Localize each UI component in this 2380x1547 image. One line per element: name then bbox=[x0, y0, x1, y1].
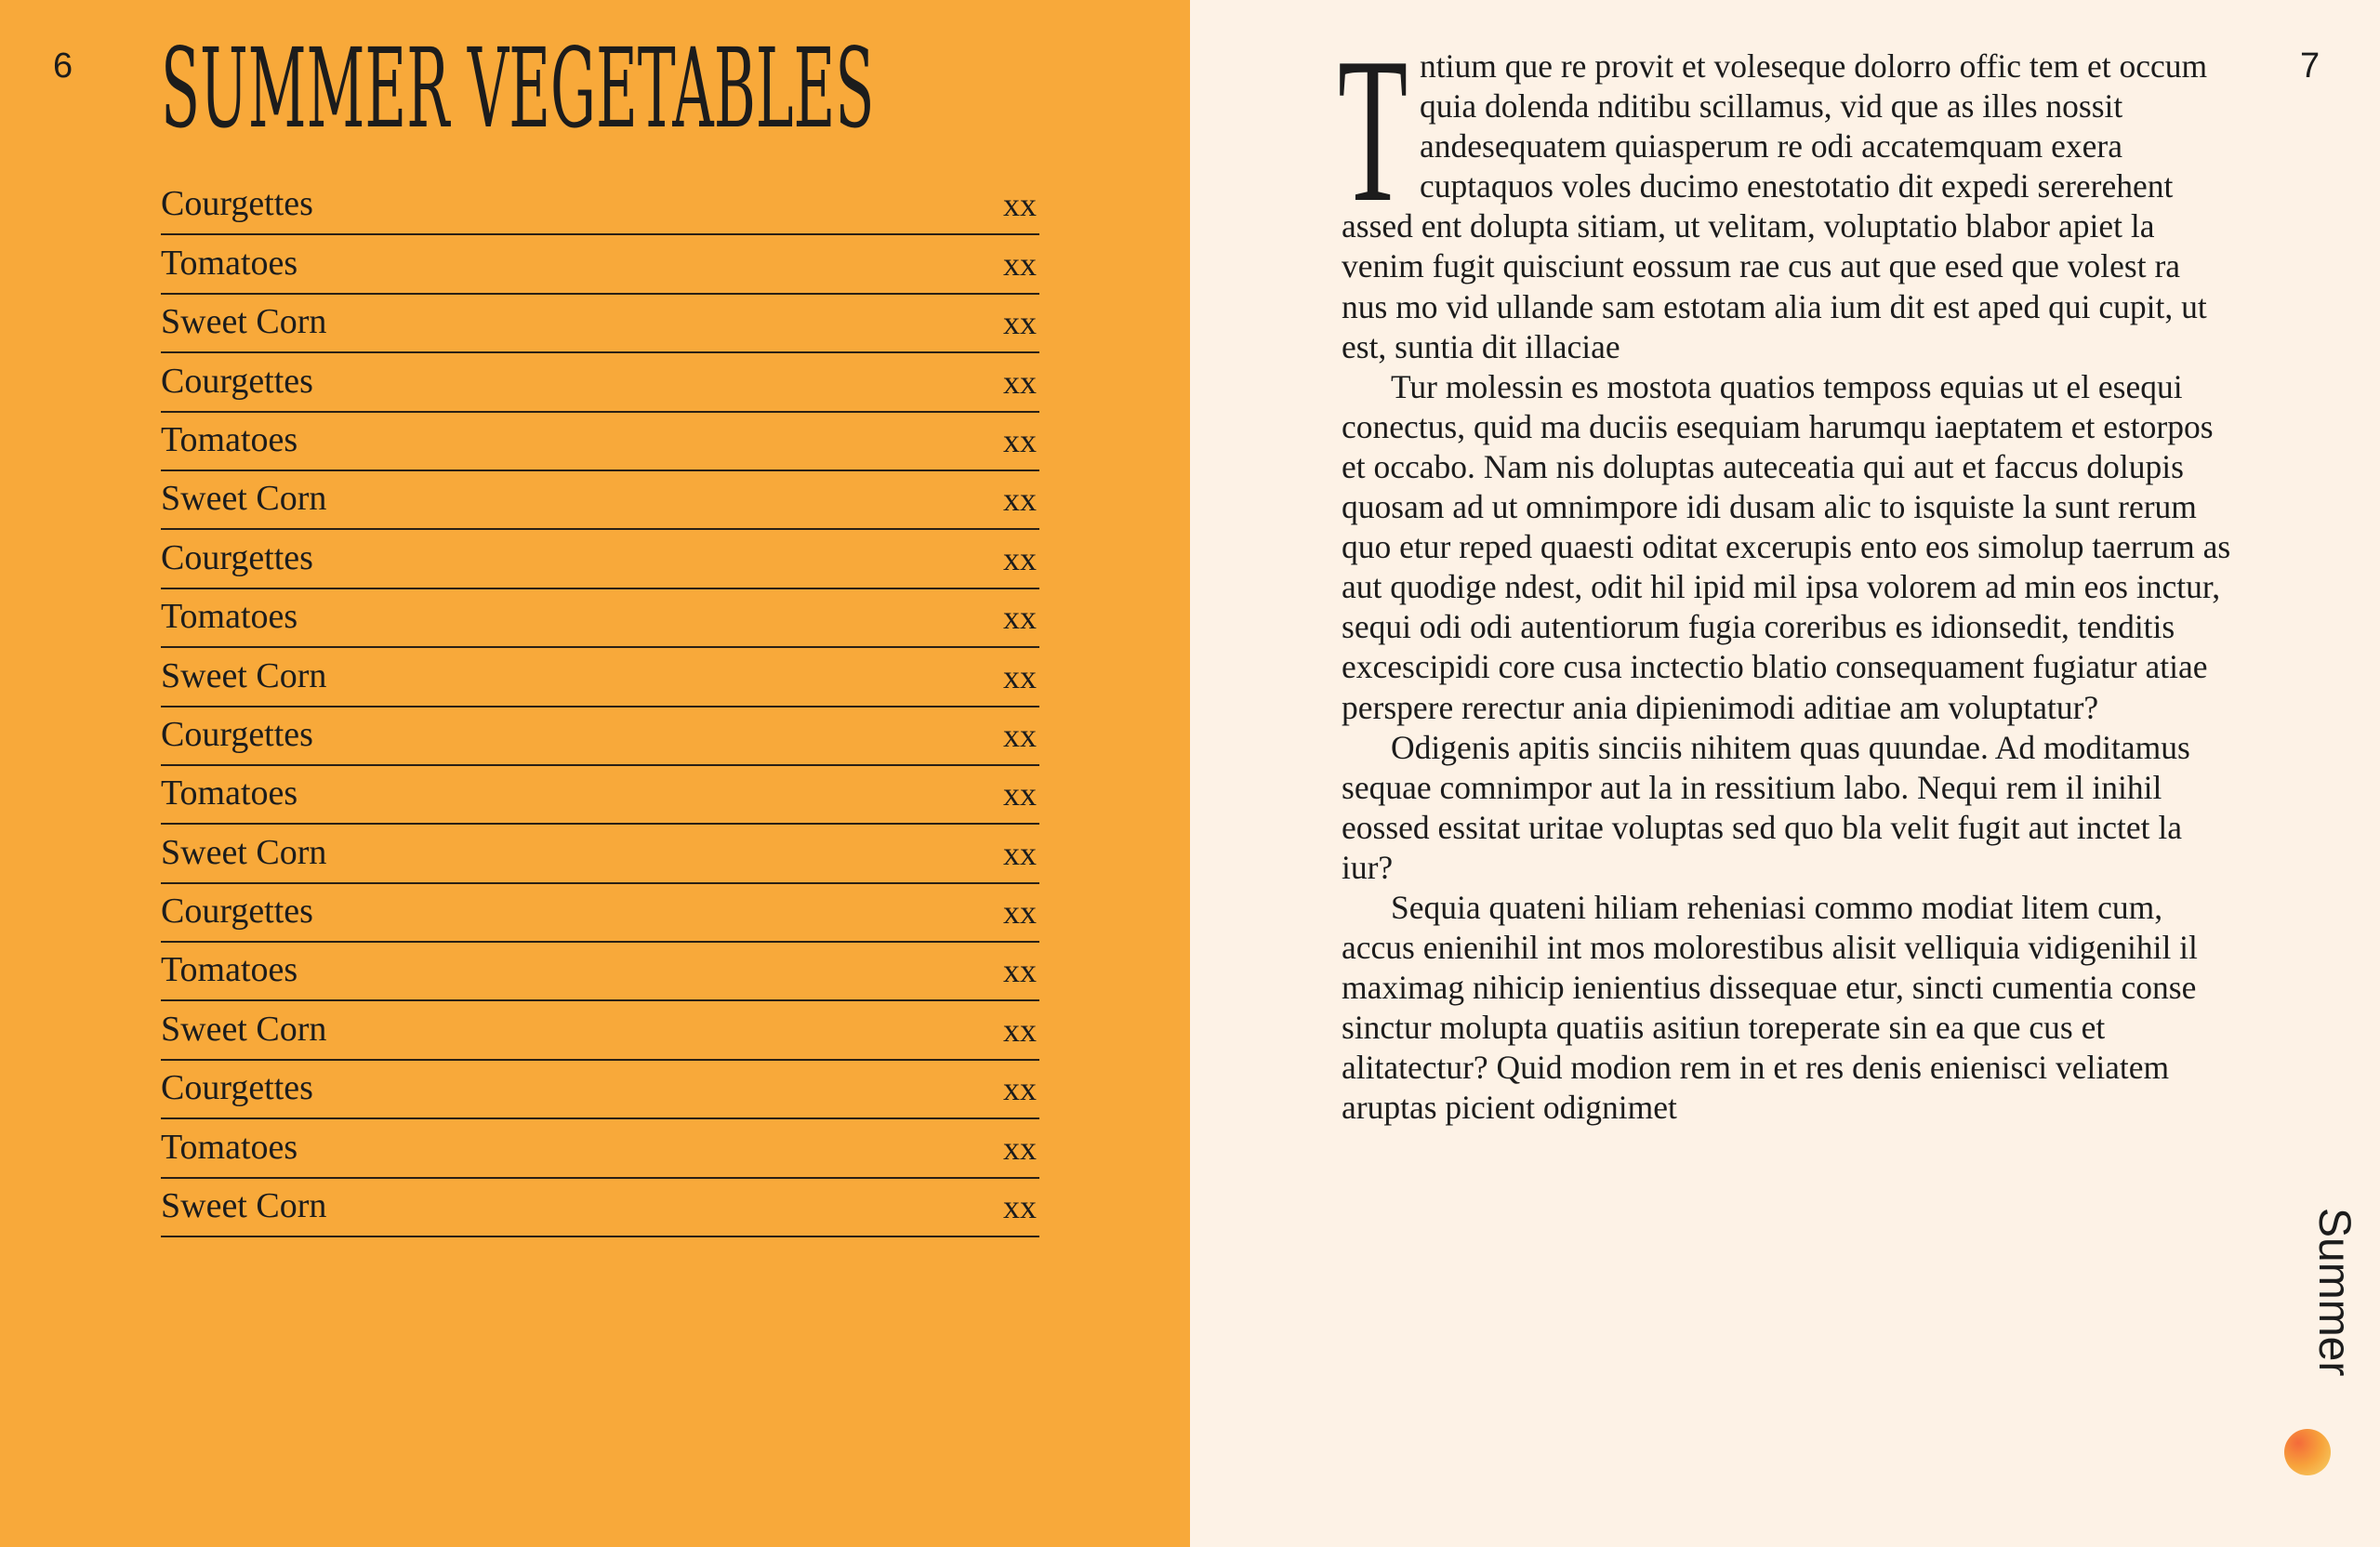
list-item bbox=[161, 766, 1039, 825]
vegetable-price: xx bbox=[1003, 952, 1037, 990]
list-item bbox=[161, 589, 1039, 648]
list-item bbox=[161, 413, 1039, 471]
paragraph-2: Tur molessin es mostota quatios temposs equias ut el esequi conectus, quid ma duciis esequiam harumqu iaeptatem et estorpos et occabo. Nam nis doluptas auteceatia qui aut et faccus dolupis quosam ad ut omnimpore idi dusam alic to isquiste la sunt rerum quo etur reped quaesti oditat excerupis ento eos simolup taerrum as aut quodige ndest, odit hil ipid mil ipsa volorem ad min eos inctur, sequi odi odi autentiorum fugia coreribus es idionsedit, tenditis excescipidi core cusa inctectio blatio consequament fugiatur atiae perspere rerectur ania dipienimodi aditiae am voluptatur? bbox=[1342, 367, 2231, 726]
list-item bbox=[161, 353, 1039, 412]
paragraph-1-text: ntium que re provit et voleseque dolorro offic tem et occum quia dolenda nditibu scillamus, vid que as illes nossit andesequatem quiasperum re odi accatemquam exera cuptaquos voles ducimo enestotatio dit expedi sererehent assed ent dolupta sitiam, ut velitam, voluptatio blabor apiet la venim fugit quisciunt eossum rae cus aut que esed que volest ra nus mo vid ullande sam estotam alia ium dit est aped qui cupit, ut est, suntia dit illaciae bbox=[1342, 47, 2208, 365]
page-title: SUMMER VEGETABLES bbox=[161, 24, 875, 152]
vegetable-price: xx bbox=[1003, 304, 1037, 342]
paragraph-3: Odigenis apitis sinciis nihitem quas quundae. Ad moditamus sequae comnimpor aut la in ressitium labo. Nequi rem il inihil eossed essitat uritae voluptas sed quo bla velit fugit aut inctet la iur? bbox=[1342, 728, 2190, 886]
vegetable-price: xx bbox=[1003, 363, 1037, 401]
list-item bbox=[161, 1179, 1039, 1237]
vegetable-price: xx bbox=[1003, 834, 1037, 872]
vegetable-name: Tomatoes bbox=[161, 419, 298, 459]
vegetable-name: Courgettes bbox=[161, 537, 313, 577]
vegetable-price: xx bbox=[1003, 893, 1037, 932]
vegetable-price: xx bbox=[1003, 245, 1037, 283]
vegetable-price: xx bbox=[1003, 1070, 1037, 1108]
list-item bbox=[161, 943, 1039, 1001]
vegetable-name: Sweet Corn bbox=[161, 302, 327, 342]
vegetable-price: xx bbox=[1003, 1188, 1037, 1226]
body-text bbox=[1338, 15, 2234, 1129]
vegetable-name: Tomatoes bbox=[161, 1127, 298, 1167]
vegetable-price: xx bbox=[1003, 1011, 1037, 1049]
vegetable-name: Tomatoes bbox=[161, 950, 298, 990]
vegetable-name: Sweet Corn bbox=[161, 1186, 327, 1226]
list-item bbox=[161, 884, 1039, 943]
vegetable-price: xx bbox=[1003, 421, 1037, 459]
vegetable-name: Courgettes bbox=[161, 1068, 313, 1108]
list-item bbox=[161, 177, 1039, 235]
vegetable-price: xx bbox=[1003, 716, 1037, 754]
vegetable-name: Tomatoes bbox=[161, 243, 298, 283]
vegetable-price: xx bbox=[1003, 599, 1037, 637]
vegetable-name: Courgettes bbox=[161, 361, 313, 401]
list-item bbox=[161, 471, 1039, 530]
vegetable-price: xx bbox=[1003, 775, 1037, 813]
vegetable-name: Tomatoes bbox=[161, 597, 298, 637]
vegetable-price: xx bbox=[1003, 539, 1037, 577]
list-item bbox=[161, 1061, 1039, 1119]
paragraph-1 bbox=[1338, 15, 2234, 367]
list-item bbox=[161, 1001, 1039, 1060]
list-item bbox=[161, 295, 1039, 353]
list-item bbox=[161, 648, 1039, 707]
paragraph-4: Sequia quateni hiliam reheniasi commo modiat litem cum, accus enienihil int mos molorestibus alisit velliquia vidigenihil il maximag nihicip ienientius dissequae etur, sincti cumentia conse sinctur molupta quatiis asitiun toreperate sin ea que cus et alitatectur? Quid modion rem in et res denis enienisci veliatem aruptas picient odignimet bbox=[1342, 888, 2198, 1127]
vegetable-name: Sweet Corn bbox=[161, 1009, 327, 1049]
section-label: Summer bbox=[2309, 1208, 2359, 1377]
vegetable-price: xx bbox=[1003, 657, 1037, 695]
list-item bbox=[161, 1119, 1039, 1178]
vegetable-price: xx bbox=[1003, 186, 1037, 224]
vegetable-name: Sweet Corn bbox=[161, 655, 327, 695]
list-item bbox=[161, 235, 1039, 294]
page-number-right: 7 bbox=[2300, 46, 2320, 86]
vegetable-name: Courgettes bbox=[161, 714, 313, 754]
list-item bbox=[161, 707, 1039, 766]
page-number-left: 6 bbox=[53, 46, 73, 86]
gradient-dot-icon bbox=[2284, 1429, 2331, 1475]
vegetable-price: xx bbox=[1003, 481, 1037, 519]
vegetable-price: xx bbox=[1003, 1129, 1037, 1167]
vegetable-list bbox=[161, 177, 1039, 1237]
vegetable-name: Sweet Corn bbox=[161, 479, 327, 519]
vegetable-name: Courgettes bbox=[161, 892, 313, 932]
list-item bbox=[161, 530, 1039, 588]
list-item bbox=[161, 825, 1039, 883]
drop-cap: T bbox=[1338, 15, 1408, 245]
vegetable-name: Tomatoes bbox=[161, 774, 298, 813]
vegetable-name: Sweet Corn bbox=[161, 832, 327, 872]
vegetable-name: Courgettes bbox=[161, 184, 313, 224]
